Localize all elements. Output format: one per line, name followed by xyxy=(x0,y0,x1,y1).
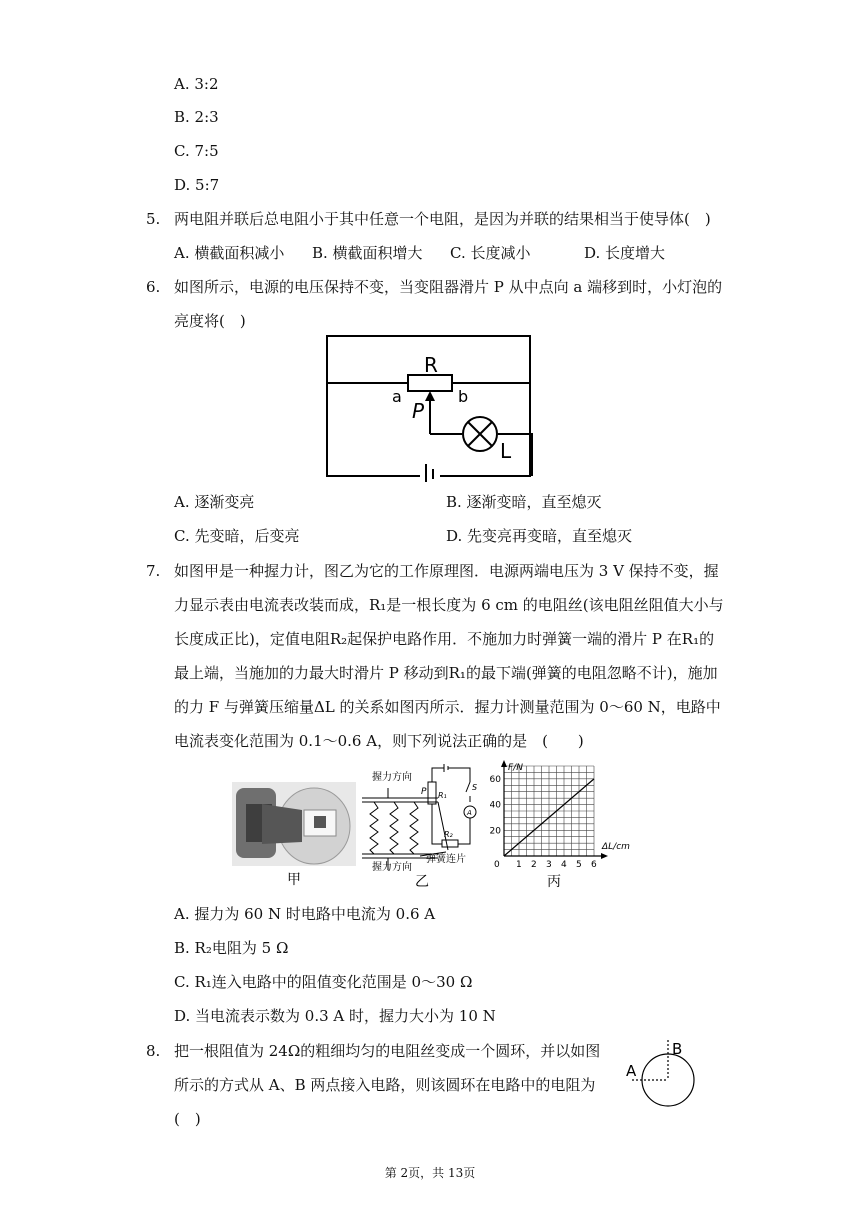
label-p: P xyxy=(412,399,425,423)
question-8-ring-diagram xyxy=(620,1036,700,1112)
slider-arrow xyxy=(425,391,435,401)
x-tick-label: 4 xyxy=(561,860,567,870)
question-5-option-c: C. 长度减小 xyxy=(450,244,531,262)
label-l: L xyxy=(500,439,512,463)
x-tick-label: 2 xyxy=(531,860,537,870)
spring-3 xyxy=(410,802,418,854)
x-tick-label: 5 xyxy=(576,860,582,870)
question-6-option-c: C. 先变暗，后变亮 xyxy=(174,527,300,545)
question-8-line-2: 所示的方式从 A、B 两点接入电路，则该圆环在电路中的电阻为 xyxy=(174,1076,596,1094)
question-5-option-d: D. 长度增大 xyxy=(584,244,666,262)
x-axis-label: ΔL/cm xyxy=(602,842,630,852)
prev-option-c: C. 7:5 xyxy=(174,142,219,160)
x-tick-label: 1 xyxy=(516,860,522,870)
question-7-option-d: D. 当电流表示数为 0.3 A 时，握力大小为 10 N xyxy=(174,1007,496,1025)
yi-label-r1: R₁ xyxy=(438,791,447,800)
y-tick-label: 60 xyxy=(490,774,501,785)
spring-2 xyxy=(390,802,398,854)
spring-1 xyxy=(370,802,378,854)
caption-yi: 乙 xyxy=(415,874,429,890)
question-8-line-1: 把一根阻值为 24Ω的粗细均匀的电阻丝变成一个圆环，并以如图 xyxy=(174,1042,601,1060)
x-axis-arrow xyxy=(601,853,608,859)
question-7-line-1: 如图甲是一种握力计，图乙为它的工作原理图．电源两端电压为 3 V 保持不变，握 xyxy=(174,562,719,580)
figure-bing-graph xyxy=(490,758,636,890)
yi-label-spring: 弹簧连片 xyxy=(426,854,466,865)
y-tick-label: 20 xyxy=(490,826,501,837)
yi-label-a: A xyxy=(467,809,472,817)
question-7-option-b: B. R₂电阻为 5 Ω xyxy=(174,939,289,957)
question-6-option-b: B. 逐渐变暗，直至熄灭 xyxy=(446,493,602,511)
prev-option-b: B. 2:3 xyxy=(174,108,219,126)
label-r: R xyxy=(424,353,438,377)
x-tick-label: 0 xyxy=(494,860,500,870)
question-8-number: 8. xyxy=(146,1042,161,1060)
question-7-option-c: C. R₁连入电路中的阻值变化范围是 0～30 Ω xyxy=(174,973,473,991)
question-7-number: 7. xyxy=(146,562,161,580)
label-a-point: A xyxy=(626,1062,637,1080)
caption-jia: 甲 xyxy=(287,872,301,888)
y-tick-label: 40 xyxy=(490,800,501,811)
question-5-option-b: B. 横截面积增大 xyxy=(312,244,423,262)
question-6-number: 6. xyxy=(146,278,161,296)
question-5-option-a: A. 横截面积减小 xyxy=(174,244,285,262)
x-tick-label: 3 xyxy=(546,860,552,870)
prev-option-a: A. 3:2 xyxy=(174,75,219,93)
yi-label-p: P xyxy=(421,787,427,797)
question-7-line-2: 力显示表由电流表改装而成，R₁是一根长度为 6 cm 的电阻丝(该电阻丝阻值大小与 xyxy=(174,596,724,614)
rheostat-r xyxy=(408,375,452,391)
resistor-r1 xyxy=(428,782,436,804)
question-6-circuit-diagram xyxy=(320,334,540,484)
question-5-number: 5. xyxy=(146,210,161,228)
question-7-line-3: 长度成正比)，定值电阻R₂起保护电路作用．不施加力时弹簧一端的滑片 P 在R₁的 xyxy=(174,630,715,648)
question-6-option-a: A. 逐渐变亮 xyxy=(174,493,255,511)
caption-bing: 丙 xyxy=(547,874,561,890)
label-a: a xyxy=(392,387,402,406)
resistor-r2 xyxy=(442,840,458,847)
question-5-stem: 两电阻并联后总电阻小于其中任意一个电阻，是因为并联的结果相当于使导体( ) xyxy=(174,210,711,228)
question-6-stem-line-2: 亮度将( ) xyxy=(174,312,246,330)
question-7-option-a: A. 握力为 60 N 时电路中电流为 0.6 A xyxy=(174,905,436,923)
question-7-line-4: 最上端，当施加的力最大时滑片 P 移动到R₁的最下端(弹簧的电阻忽略不计)，施加 xyxy=(174,664,718,682)
question-8-line-3: ( ) xyxy=(174,1110,201,1128)
figure-jia-photo xyxy=(232,764,356,888)
yi-label-bottom: 握力方向 xyxy=(372,862,412,873)
question-6-option-d: D. 先变亮再变暗，直至熄灭 xyxy=(446,527,633,545)
yi-label-top: 握力方向 xyxy=(372,772,412,783)
label-b-point: B xyxy=(672,1040,683,1058)
question-7-line-6: 电流表变化范围为 0.1～0.6 A，则下列说法正确的是 ( ) xyxy=(174,732,584,750)
figure-yi-principle xyxy=(358,758,488,890)
label-b: b xyxy=(458,387,469,406)
x-tick-label: 6 xyxy=(591,860,597,870)
question-7-line-5: 的力 F 与弹簧压缩量ΔL 的关系如图丙所示．握力计测量范围为 0～60 N，电路中 xyxy=(174,698,721,716)
yi-label-s: S xyxy=(472,783,478,792)
y-axis-arrow xyxy=(501,760,507,767)
y-axis-label: F/N xyxy=(508,763,523,773)
page-footer: 第 2页，共 13页 xyxy=(384,1166,476,1180)
yi-label-r2: R₂ xyxy=(444,830,453,839)
question-6-stem-line-1: 如图所示，电源的电压保持不变，当变阻器滑片 P 从中点向 a 端移到时，小灯泡的 xyxy=(174,278,723,296)
prev-option-d: D. 5:7 xyxy=(174,176,220,194)
